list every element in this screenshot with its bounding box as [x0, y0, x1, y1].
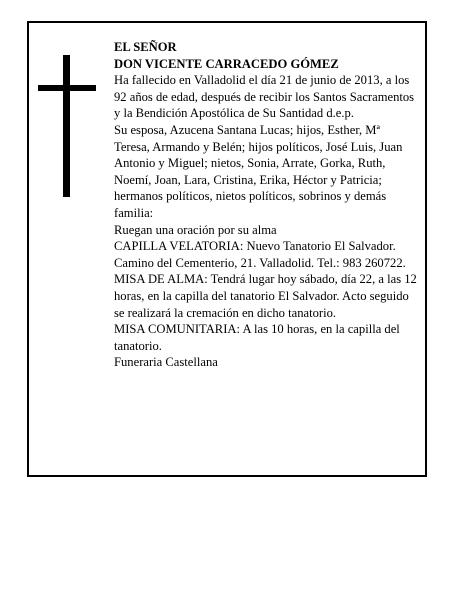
funeral-mass-info: MISA DE ALMA: Tendrá lugar hoy sábado, día 22, a las 12 horas, en la capilla del tanatorio El Salvador. Acto seguido se realizará la cremación en dicho tanatorio. — [114, 272, 417, 320]
notice-text — [114, 39, 418, 371]
wake-chapel-info: CAPILLA VELATORIA: Nuevo Tanatorio El Salvador. Camino del Cementerio, 21. Valladolid. Tel.: 983 260722. — [114, 239, 406, 270]
cross-vertical-bar — [63, 55, 70, 197]
prayer-request: Ruegan una oración por su alma — [114, 222, 277, 237]
notice-title: EL SEÑOR — [114, 40, 177, 54]
cross-horizontal-bar — [38, 85, 96, 91]
family-list: Su esposa, Azucena Santana Lucas; hijos, Esther, Mª Teresa, Armando y Belén; hijos políticos, José Luis, Juan Antonio y Miguel; nietos, Sonia, Arrate, Gorka, Ruth, Noemí, Joan, Lara, Cristina, Erika, Héctor y Patricia; hermanos políticos, nietos políticos, sobrinos y demás familia: — [114, 122, 403, 220]
funeral-home: Funeraria Castellana — [114, 355, 218, 370]
deceased-name: DON VICENTE CARRACEDO GÓMEZ — [114, 56, 339, 71]
community-mass-info: MISA COMUNITARIA: A las 10 horas, en la capilla del tanatorio. — [114, 322, 400, 353]
death-announcement: Ha fallecido en Valladolid el día 21 de junio de 2013, a los 92 años de edad, después de recibir los Santos Sacramentos y la Bendición Apostólica de Su Santidad d.e.p. — [114, 73, 415, 121]
